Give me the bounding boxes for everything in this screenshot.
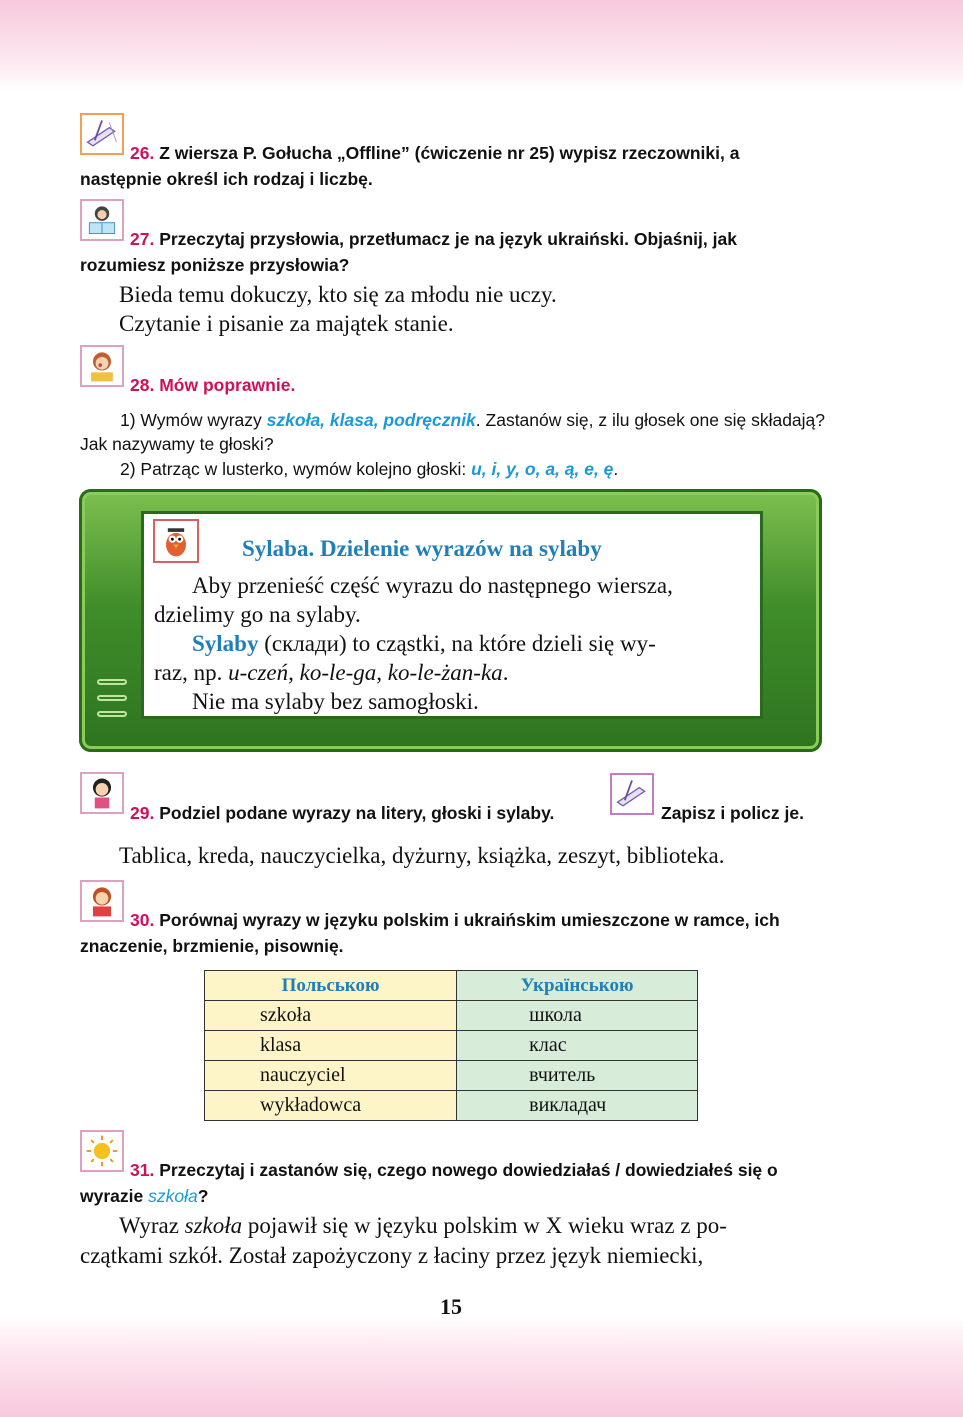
table-row xyxy=(205,1031,698,1061)
polish-word: wykładowca xyxy=(205,1091,457,1121)
text: 1) Wymów wyrazy xyxy=(120,410,267,430)
task-26 xyxy=(80,140,822,192)
task-text: Podziel podane wyrazy na litery, głoski i sylaby. xyxy=(159,803,555,823)
closing-line-1 xyxy=(119,1213,727,1239)
column-header: Українською xyxy=(457,971,698,1001)
task-28-point-2 xyxy=(80,457,825,481)
task-28 xyxy=(80,372,822,398)
text: 2) Patrząc w lusterko, wymów kolejno głoski: xyxy=(120,459,472,479)
board-line: dzielimy go na sylaby. xyxy=(154,602,361,627)
page-number: 15 xyxy=(440,1294,462,1319)
polish-word: szkoła xyxy=(205,1001,457,1031)
polish-word: klasa xyxy=(205,1031,457,1061)
task-number: 28. xyxy=(130,375,155,395)
task-text: ? xyxy=(197,1186,209,1206)
task-31 xyxy=(80,1157,822,1209)
proverb-2: Czytanie i pisanie za majątek stanie. xyxy=(119,311,454,336)
highlighted-words: szkoła, klasa, podręcznik xyxy=(266,410,476,430)
owl-teacher-icon xyxy=(153,519,199,563)
column-header: Польською xyxy=(205,971,457,1001)
text: Aby przenieść część wyrazu do następnego wiersza, xyxy=(192,573,673,598)
ukrainian-word: вчитель xyxy=(457,1061,698,1091)
task-number: 26. xyxy=(130,143,155,163)
board-decoration xyxy=(97,711,127,717)
text: raz, np. xyxy=(154,660,229,685)
task-text: Przeczytaj i zastanów się, czego nowego dowiedziałaś / dowiedziałeś się o wyrazie xyxy=(80,1160,778,1206)
task-30 xyxy=(80,907,822,959)
word-table xyxy=(204,970,698,1121)
text: . xyxy=(613,459,619,479)
proverb-1: Bieda temu dokuczy, kto się za młodu nie uczy. xyxy=(119,282,557,307)
board-decoration xyxy=(97,695,127,701)
table-row xyxy=(205,1091,698,1121)
task-number: 29. xyxy=(130,803,155,823)
ukrainian-word: клас xyxy=(457,1031,698,1061)
board-title: Sylaba. Dzielenie wyrazów na sylaby xyxy=(242,536,602,561)
write-icon xyxy=(610,773,654,815)
board-decoration xyxy=(97,679,127,685)
task-29-text-2: Zapisz i policz je. xyxy=(661,803,804,823)
text: . xyxy=(502,660,509,685)
text: (склади) to cząstki, na które dzieli się wy- xyxy=(258,631,656,656)
task-text: Porównaj wyrazy w języku polskim i ukraińskim umieszczone w ramce, ich znaczenie, brzmienie, pisownię. xyxy=(80,910,780,956)
board-line xyxy=(154,658,754,687)
task-number: 27. xyxy=(130,229,155,249)
keyword: Sylaby xyxy=(192,631,259,656)
task-text: Z wiersza P. Gołucha „Offline” (ćwiczenie nr 25) wypisz rzeczowniki, a następnie określ ich rodzaj i liczbę. xyxy=(80,143,740,189)
example: u-czeń, ko-le-ga, ko-le-żan-ka xyxy=(228,660,503,685)
bottom-band xyxy=(0,1317,963,1417)
task-text: Przeczytaj przysłowia, przetłumacz je na język ukraiński. Objaśnij, jak rozumiesz poniższe przysłowia? xyxy=(80,229,737,275)
italic-word: szkoła xyxy=(184,1213,243,1238)
task-number: 31. xyxy=(130,1160,155,1180)
polish-word: nauczyciel xyxy=(205,1061,457,1091)
board-line xyxy=(154,571,754,600)
ukrainian-word: викладач xyxy=(457,1091,698,1121)
highlighted-letters: u, i, y, o, a, ą, e, ę xyxy=(471,459,614,479)
text: Wyraz xyxy=(119,1213,185,1238)
ukrainian-word: школа xyxy=(457,1001,698,1031)
highlighted-word: szkoła xyxy=(148,1186,198,1206)
table-header-row xyxy=(205,971,698,1001)
closing-line-2: czątkami szkół. Został zapożyczony z łaciny przez język niemiecki, xyxy=(80,1243,704,1268)
task-29-words: Tablica, kreda, nauczycielka, dyżurny, książka, zeszyt, biblioteka. xyxy=(119,843,725,868)
task-27 xyxy=(80,226,822,278)
board-line xyxy=(154,687,754,716)
top-band xyxy=(0,0,963,90)
task-title: Mów poprawnie. xyxy=(159,375,296,395)
text: pojawił się w języku polskim w X wieku wraz z po- xyxy=(242,1213,727,1238)
task-number: 30. xyxy=(130,910,155,930)
board-line xyxy=(154,629,754,658)
table-row xyxy=(205,1061,698,1091)
table-row xyxy=(205,1001,698,1031)
task-28-point-1 xyxy=(80,408,825,456)
text: . Zastanów się, z ilu głosek one się składają? Jak nazywamy te głoski? xyxy=(80,410,826,454)
text: Nie ma sylaby bez samogłoski. xyxy=(192,689,479,714)
